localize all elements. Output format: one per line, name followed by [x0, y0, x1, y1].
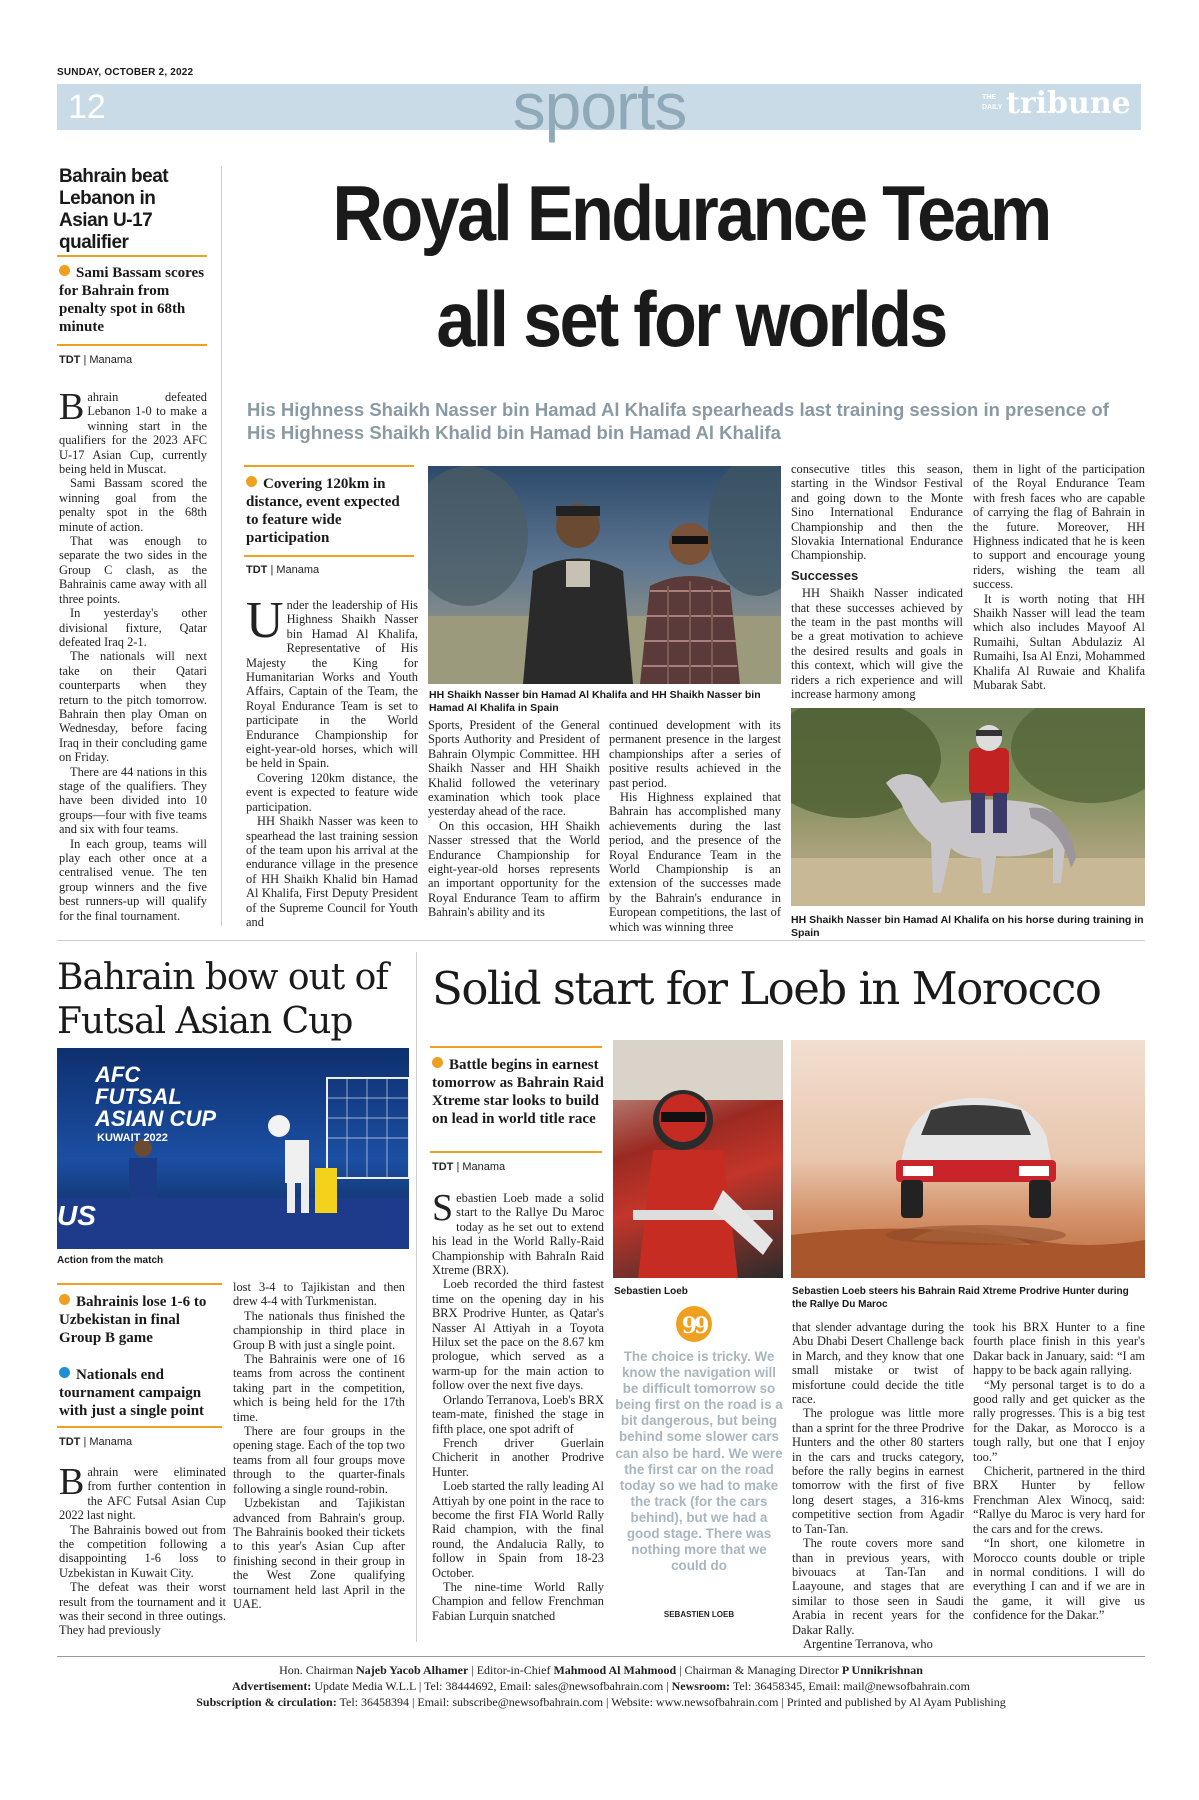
footer-line-3 [57, 1694, 1145, 1710]
futsal-divider [416, 952, 417, 1642]
byline-org: TDT [432, 1161, 454, 1173]
loeb-col3-p3: Argentine Terranova, who [803, 1636, 933, 1651]
quote-icon [676, 1306, 712, 1342]
lead-col-2 [428, 718, 600, 920]
brief-divider [221, 166, 222, 926]
bullet-dot-icon [59, 1367, 70, 1378]
footer-hon-chairman-label: Hon. Chairman [279, 1663, 354, 1677]
lead-col-5 [973, 462, 1145, 693]
loeb-col1-p1: Loeb recorded the third fastest time on the opening day in his BRX Prodrive Hunter, as Qatar's Nasser Al Attiyah in a Toyota Hilux set the pace on the 8.67 km prologue, which served as a warm-up for the main action to follow over the next five days. [432, 1277, 604, 1393]
quote-mark: 99 [681, 1313, 707, 1339]
futsal-col2-p2: The Bahrainis were one of 16 teams from across the continent taking part in the competition, which is being held for the 17th time. [233, 1352, 405, 1424]
lead-col5-p1: It is worth noting that HH Shaikh Nasser will lead the team which also includes Mayoof Al Rumaihi, Sultan Abdulaziz Al Rumaihi, Isa Al Enzi, Mohammed Khalifa Al Ruwaie and Khalifa Mubarak Sabt. [973, 591, 1145, 693]
lead-col3-p0: continued development with its permanent presence in the largest championships after a series of positive results achieved in the past period. [609, 718, 781, 790]
brief-rule-top [57, 255, 207, 257]
byline-place: | Manama [456, 1161, 506, 1173]
loeb-headline: Solid start for Loeb in Morocco [432, 962, 1101, 1015]
loeb-col3-p2: The route covers more sand than in previous years, with bivouacs at Tan-Tan and Laayoune, and stages that are similar to those seen in Saudi Arabia in recent years for the Dakar Rally. [792, 1536, 964, 1637]
lead-caption-2: HH Shaikh Nasser bin Hamad Al Khalifa on his horse during training in Spain [791, 914, 1144, 939]
brief-p4: The nationals will next take on their Qatari counterparts when they return to the pitch tomorrow. Bahrain then play Oman on Wednesday, before facing Iraq in their concluding game on Friday. [59, 649, 207, 765]
futsal-rule-top [57, 1283, 222, 1285]
futsal-photo-text: AFC FUTSAL ASIAN CUP [95, 1062, 217, 1131]
brief-p1: Sami Bassam scored the winning goal from the penalty spot in the 68th minute of action. [59, 476, 207, 534]
brief-rule-bottom [57, 344, 207, 346]
loeb-photo-2-art [791, 1040, 1145, 1278]
loeb-col4-p2: Chicherit, partnered in the third BRX Hunter by fellow Frenchman Alex Winocq, said: “Rallye du Maroc is very hard for the cars and for the crews. [973, 1464, 1145, 1536]
loeb-col1-p0: ebastien Loeb made a solid start to the Rallye Du Maroc today as he set out to extend his lead in the World Rally-Raid Championship with BahraIn Raid Xtreme (BRX). [432, 1191, 604, 1278]
brief-byline [59, 354, 132, 366]
futsal-bullet-1 [59, 1293, 219, 1347]
byline-org: TDT [59, 354, 81, 366]
bullet-dot-icon [59, 1294, 70, 1305]
loeb-col1-p5: The nine-time World Rally Champion and fellow Frenchman Fabian Lurquin snatched [432, 1579, 604, 1623]
byline-place: | Manama [83, 1436, 133, 1448]
lead-col4-p0: consecutive titles this season, starting in the Windsor Festival and going down to the Monte Sino International Endurance Championship and then the Slovakia International Endurance Championship. [791, 462, 963, 563]
futsal-byline [59, 1436, 132, 1448]
futsal-headline: Bahrain bow out of Futsal Asian Cup [57, 957, 388, 1042]
brief-body [59, 386, 207, 923]
brand-small-bottom: DAILY [982, 104, 1003, 111]
lead-col-4 [791, 462, 963, 702]
footer-editor: Mahmood Al Mahmood [553, 1663, 677, 1677]
futsal-photo-text-2: KUWAIT 2022 [97, 1132, 168, 1144]
futsal-caption: Action from the match [57, 1255, 164, 1266]
brief-p0: ahrain defeated Lebanon 1-0 to make a winning start in the qualifiers for the 2023 AFC U-17 Asian Cup, currently being held in Muscat. [59, 390, 207, 477]
footer-newsroom: Tel: 36458345, Email: mail@newsofbahrain.com [732, 1679, 970, 1693]
lead-col4b-p0: HH Shaikh Nasser indicated that these successes achieved by the team in the past months will be a great motivation to achieve the desired results and goals in this context, which will give the riders a rich experience and will increase harmony among [791, 586, 963, 702]
pull-quote: The choice is tricky. We know the navigation will be difficult tomorrow so being first on the road is a bit dangerous, but being behind some slower cars can also be hard. We were the first car on the road today so we had to make the track (for the cars behind), but we had a good stage. There was nothing more that we could do [615, 1349, 783, 1574]
lead-col2-p0: Sports, President of the General Sports Authority and President of Bahrain Olympic Committee. HH Shaikh Nasser and HH Shaikh Khalid followed the veterinary examination which took place yesterday ahead of the race. [428, 718, 600, 819]
lead-dropcap: U [246, 592, 284, 649]
lead-caption-1: HH Shaikh Nasser bin Hamad Al Khalifa and HH Shaikh Nasser bin Hamad Al Khalifa in Spain [429, 689, 761, 714]
footer-newsroom-label: Newsroom: [671, 1679, 731, 1693]
loeb-byline [432, 1161, 505, 1173]
loeb-col-1 [432, 1187, 604, 1623]
section-title: sports [512, 69, 687, 143]
masthead-date: SUNDAY, OCTOBER 2, 2022 [57, 67, 194, 78]
loeb-col4-p1: “My personal target is to do a good rally and get quicker as the rally progresses. This is a big test for the Dakar, as Morocco is a tough rally, but one that I enjoy too.” [973, 1377, 1145, 1464]
futsal-bullet-2-text: Nationals end tournament campaign with just a single point [59, 1367, 205, 1419]
footer-hon-chairman: Najeb Yacob Alhamer [356, 1663, 469, 1677]
loeb-col-4 [973, 1320, 1145, 1623]
futsal-col2-p4: Uzbekistan and Tajikistan advanced from Bahrain's group. The Bahrainis booked their tickets to this year's Asian Cup after finishing second in their group in the West Zone qualifying tournament held last April in the UAE. [233, 1496, 405, 1611]
lead-col-1 [246, 592, 418, 929]
lead-col-3 [609, 718, 781, 934]
lead-bullet [246, 475, 406, 547]
brand-small-top: THE [982, 94, 996, 101]
loeb-photo-1-art [613, 1040, 783, 1278]
byline-place: | Manama [270, 564, 320, 576]
futsal-dropcap: B [59, 1461, 85, 1503]
footer-line-2 [57, 1678, 1145, 1694]
lead-photo-1 [428, 466, 781, 684]
footer [57, 1662, 1145, 1710]
brief-p2: That was enough to separate the two sides in the Group C clash, as the Bahrainis came away with all three points. [59, 534, 207, 606]
brief-p6: In each group, teams will play each other once at a centralised venue. The ten group winners and the five best runners-up will qualify for the final tournament. [59, 836, 207, 923]
loeb-caption-1: Sebastien Loeb [614, 1286, 688, 1297]
loeb-col1-p3: French driver Guerlain Chicherit in another Prodrive Hunter. [432, 1435, 604, 1479]
quote-attribution: SEBASTIEN LOEB [663, 1610, 735, 1619]
futsal-bullet-1-text: Bahrainis lose 1-6 to Uzbekistan in final Group B game [59, 1294, 207, 1346]
futsal-col1-p2: The defeat was their worst result from the tournament and it was their second in three outings. They had previously [59, 1580, 226, 1638]
futsal-rule-bottom [57, 1426, 222, 1428]
footer-subscription: Tel: 36458394 | Email: subscribe@newsofbahrain.com | Website: www.newsofbahrain.com | Printed and published by Al Ayam Publishing [339, 1695, 1006, 1709]
futsal-col-1 [59, 1461, 226, 1638]
brand-name: tribune [1006, 86, 1131, 121]
brief-headline: Bahrain beat Lebanon in Asian U-17 qualifier [59, 166, 169, 253]
brief-p3: In yesterday's other divisional fixture, Qatar defeated Iraq 2-1. [59, 606, 207, 649]
loeb-col1-p4: Loeb started the rally leading Al Attiyah by one point in the race to become the first FIA World Rally Raid champion, with the final round, the Andalucia Rally, to follow in Spain from 18-23 October. [432, 1479, 604, 1580]
footer-subscription-label: Subscription & circulation: [196, 1695, 337, 1709]
brief-bullet-text: Sami Bassam scores for Bahrain from penalty spot in 68th minute [59, 265, 205, 335]
loeb-rule-top [430, 1046, 602, 1048]
brief-dropcap: B [59, 386, 85, 428]
loeb-photo-1 [613, 1040, 783, 1278]
futsal-col2-p3: There are four groups in the opening stage. Each of the top two teams from all four groups move through to the quarter-finals following a single round-robin. [233, 1424, 405, 1496]
futsal-bullet-2 [59, 1366, 229, 1420]
loeb-bullet-text: Battle begins in earnest tomorrow as Bahrain Raid Xtreme star looks to build on lead in world title race [432, 1057, 604, 1127]
futsal-photo [57, 1048, 409, 1249]
loeb-photo-2 [791, 1040, 1145, 1278]
futsal-col-2 [233, 1280, 405, 1611]
lead-deck: His Highness Shaikh Nasser bin Hamad Al Khalifa spearheads last training session in presence of His Highness Shaikh Khalid bin Hamad bin Hamad Al Khalifa [247, 399, 1109, 443]
bullet-dot-icon [432, 1057, 443, 1068]
lead-bullet-text: Covering 120km in distance, event expected to feature wide participation [246, 476, 400, 546]
loeb-dropcap: S [432, 1187, 454, 1229]
brand-logo [982, 88, 1132, 124]
lead-headline-2: all set for worlds [436, 275, 946, 363]
bullet-dot-icon [59, 265, 70, 276]
footer-divider [57, 1656, 1145, 1657]
lead-photo-2-art [791, 708, 1145, 906]
footer-advertisement-label: Advertisement: [232, 1679, 312, 1693]
loeb-col3-p1: The prologue was little more than a sprint for the three Prodrive Hunters and the other 80 starters in the cars and trucks category, before the rally begins in earnest tomorrow with the first of five long desert stages, a 316-kms competitive section from Agadir to Tan-Tan. [792, 1406, 964, 1536]
footer-line-1 [57, 1662, 1145, 1678]
lead-subhead: Successes [791, 567, 859, 583]
lead-col5-p0: them in light of the participation of the Royal Endurance Team with fresh faces who are capable of carrying the flag of Bahrain in the future. Moreover, HH Highness indicated that he is keen to support and encourage young riders, wishing the team all success. [973, 462, 1145, 592]
loeb-col-3 [792, 1320, 964, 1651]
loeb-bullet [432, 1056, 604, 1128]
futsal-col2-p1: The nationals thus finished the championship in third place in Group B with just a single point. [233, 1308, 405, 1352]
lead-col1-p0: nder the leadership of His Highness Shaikh Nasser bin Hamad Al Khalifa, Representative of His Majesty the King for Humanitarian Works and Youth Affairs, Captain of the Team, the Royal Endurance Team is set to participate in the World Endurance Championship for eight-year-old horses, which will be held in Spain. [246, 598, 418, 771]
page-number: 12 [68, 88, 106, 126]
loeb-col4-p3: “In short, one kilometre in Morocco counts double or triple in normal conditions. I will do everything I can and if we are in the game, it will give us confidence for the Dakar.” [973, 1536, 1145, 1623]
lead-headline-1: Royal Endurance Team [332, 169, 1050, 257]
lead-col2-p1: On this occasion, HH Shaikh Nasser stressed that the World Endurance Championship for eight-year-old horses represents an important opportunity for the Royal Endurance Team to affirm Bahrain's ability and its [428, 818, 600, 920]
futsal-photo-board: US [57, 1200, 96, 1231]
footer-editor-label: | Editor-in-Chief [471, 1663, 551, 1677]
futsal-col1-p0: ahrain were eliminated from further contention in the AFC Futsal Asian Cup 2022 last night. [59, 1465, 226, 1523]
lead-col1-p1: Covering 120km distance, the event is expected to feature wide participation. [246, 770, 418, 814]
footer-advertisement: Update Media W.L.L | Tel: 38444692, Email: sales@newsofbahrain.com | [314, 1679, 669, 1693]
byline-org: TDT [246, 564, 268, 576]
brief-bullet [59, 264, 209, 336]
lead-col3-p1: His Highness explained that Bahrain has accomplished many achievements during the last period, and the presence of the Royal Endurance Team in the World Championship is an extension of the successes made by the Bahrain's endurance in European competitions, the last of which was winning three [609, 790, 781, 934]
loeb-col3-p0: that slender advantage during the Abu Dhabi Desert Challenge back in March, and they know that one small mistake or twist of misfortune could decide the title race. [792, 1320, 964, 1407]
byline-org: TDT [59, 1436, 81, 1448]
brief-p5: There are 44 nations in this stage of the qualifiers. They have been divided into 10 groups—four with five teams and six with four teams. [59, 764, 207, 837]
lead-byline [246, 564, 319, 576]
loeb-col1-p2: Orlando Terranova, Loeb's BRX team-mate, finished the stage in fifth place, one spot adrift of [432, 1392, 604, 1436]
loeb-rule-bottom [430, 1151, 602, 1153]
lead-photo-2 [791, 708, 1145, 906]
loeb-col4-p0: took his BRX Hunter to a fine fourth place finish in this year's Dakar back in January, said: “I am happy to be back again rallying. [973, 1320, 1145, 1378]
lead-rule-top [244, 465, 414, 467]
bullet-dot-icon [246, 476, 257, 487]
loeb-caption-2: Sebastien Loeb steers his Bahrain Raid Xtreme Prodrive Hunter during the Rallye Du Maroc [792, 1286, 1129, 1310]
lead-col1-p2: HH Shaikh Nasser was keen to spearhead the last training session of the team upon his arrival at the endurance village in the presence of HH Shaikh Khalid bin Hamad Al Khalifa, First Deputy President of the Supreme Council for Youth and [246, 814, 418, 929]
futsal-col1-p1: The Bahrainis bowed out from the competition following a disappointing 1-6 loss to Uzbekistan in Kuwait City. [59, 1522, 226, 1580]
futsal-col2-p0: lost 3-4 to Tajikistan and then drew 4-4 with Turkmenistan. [233, 1280, 405, 1309]
footer-md-label: | Chairman & Managing Director [679, 1663, 839, 1677]
lead-photo-1-art [428, 466, 781, 684]
byline-place: | Manama [83, 354, 133, 366]
lead-rule-bottom [244, 555, 414, 557]
section-divider [57, 940, 1145, 941]
footer-md: P Unnikrishnan [841, 1663, 923, 1677]
